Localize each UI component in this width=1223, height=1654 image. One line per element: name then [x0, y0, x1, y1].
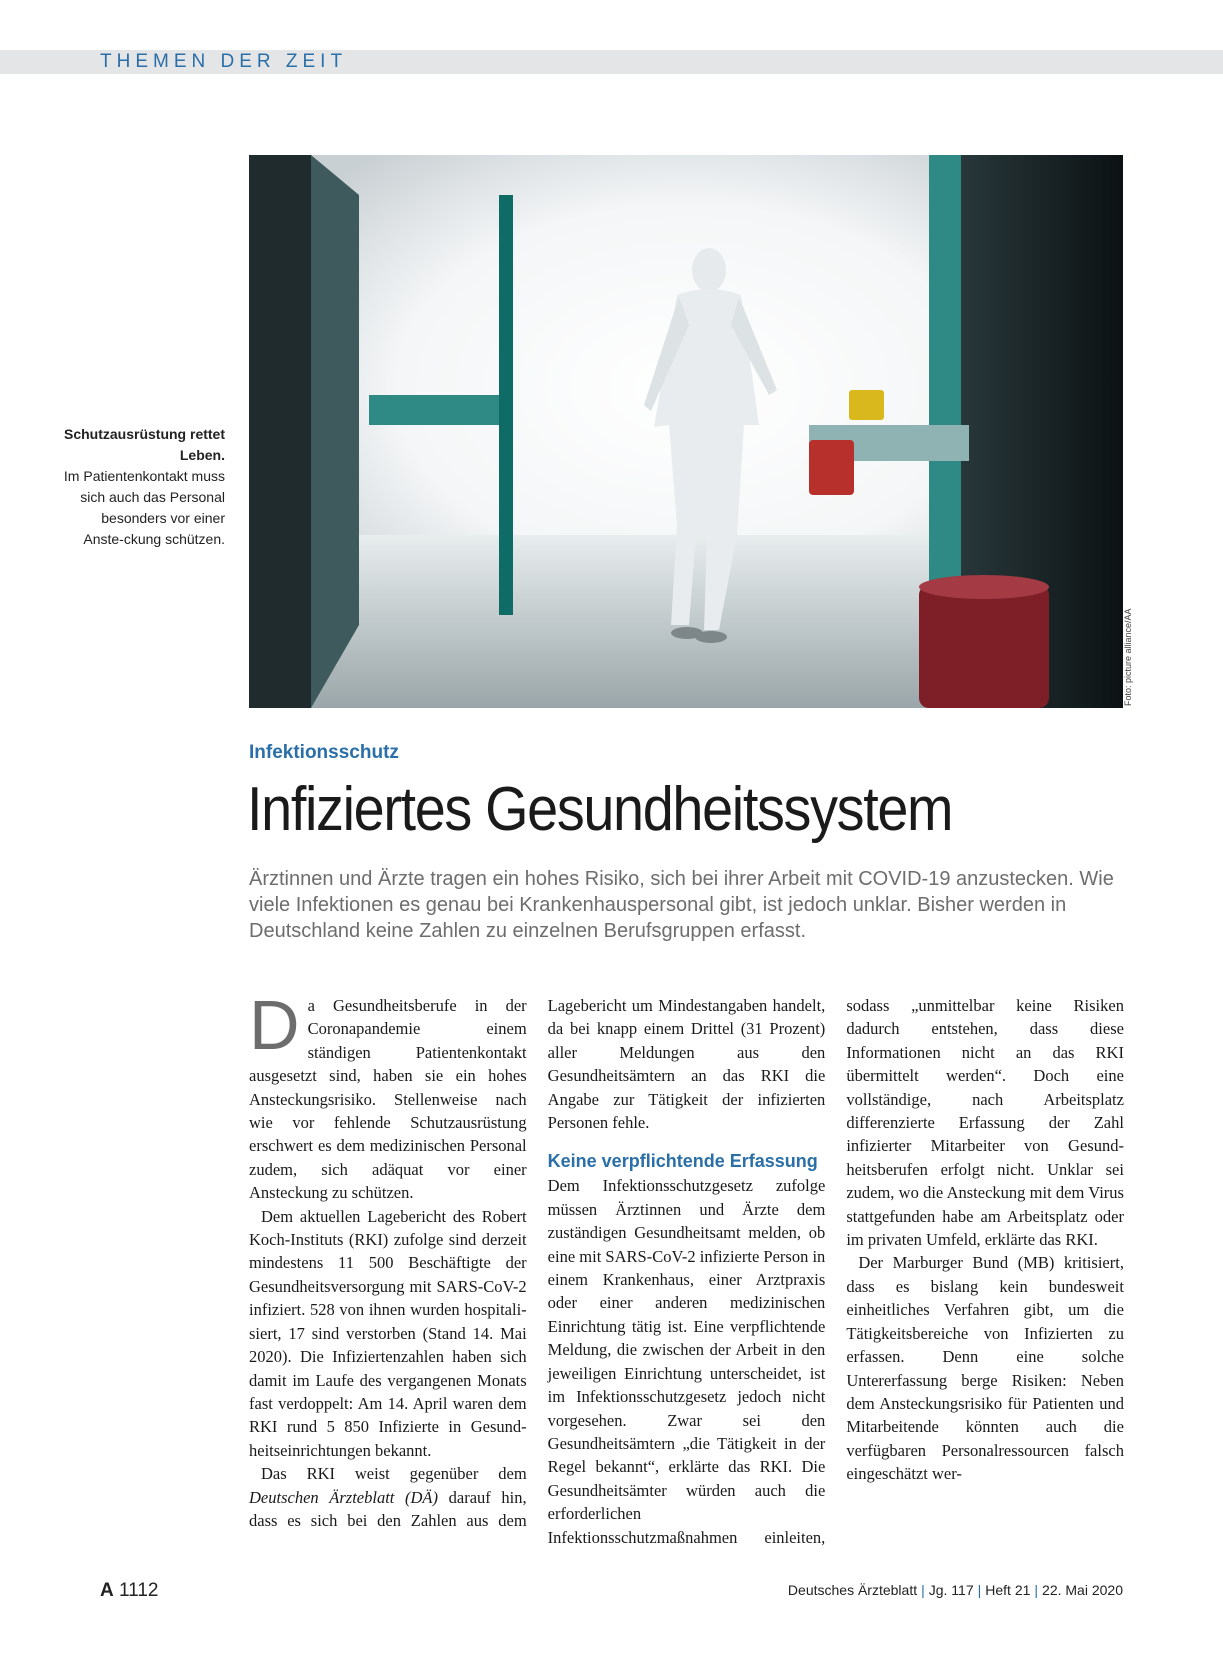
footer-separator: |: [977, 1582, 982, 1598]
body-paragraph-3-start: Das RKI weist gegenüber dem: [261, 1464, 527, 1484]
page-prefix: A: [100, 1580, 114, 1601]
footer-info: [788, 1582, 1123, 1598]
body-paragraph-3-end: darauf hin, dass es sich bei den Zahlen aus dem Lagebericht um Mindestangaben handelt, da bei knapp einem Drittel (31 Prozent) aller Meldungen aus den Gesundheitsämtern an das RKI die Angabe zur Tätigkeit der infizierten Personen fehle.: [249, 996, 826, 1530]
article-body: [249, 986, 1124, 1554]
lead-paragraph: Ärztinnen und Ärzte tragen ein hohes Risiko, sich bei ihrer Arbeit mit COVID-19 anzustecken. Wie viele Infektionen es genau bei Krankenhauspersonal gibt, ist jedoch unklar. Bisher werden in Deutschland keine Zahlen zu einzelnen Berufsgruppen erfasst.: [249, 868, 1114, 942]
body-paragraph-5: Der Marburger Bund (MB) kritisiert, dass es bislang kein bundesweit einheitliches Verfahren gibt, um die Tätigkeitsbereiche von Infizierten zu erfassen. Denn eine solche Untererfassung berge Risiken: Neben dem Ansteckungsrisiko für Patienten und Mitarbeitende könnten auch die verfügbaren Personalressourcen falsch eingeschätzt wer-: [846, 1253, 1124, 1484]
journal-name: Deutsches Ärzteblatt: [787, 1582, 918, 1598]
drop-cap: D: [249, 986, 300, 1064]
photo-credit: Foto: picture alliance/AA: [1123, 608, 1133, 706]
subheading: Keine verpflichtende Erfassung: [547, 1151, 818, 1172]
publication-name: Deutschen Ärzteblatt (DÄ): [249, 1487, 438, 1507]
body-paragraph-2: Dem aktuellen Lagebericht des Robert Koch-Instituts (RKI) zufolge sind derzeit mindestens 11 500 Beschäftigte der Gesundheitsversorgung mit SARS-CoV-2 infiziert. 528 von ihnen wurden hospitalisiert, 17 sind verstorben (Stand 14. Mai 2020). Die Infiziertenzahlen haben sich damit im Laufe des vergangenen Monats fast verdoppelt: Am 14. April waren dem RKI rund 5 850 Infizierte in Gesundheitseinrichtungen bekannt.: [249, 1206, 527, 1460]
headline: Infiziertes Gesundheitssystem: [247, 775, 953, 844]
kicker: Infektionsschutz: [249, 742, 399, 763]
journal-issue: Heft 21: [985, 1582, 1031, 1598]
footer-separator: |: [1034, 1582, 1039, 1598]
body-paragraph-1: [249, 986, 527, 1205]
page-number: [100, 1580, 158, 1602]
caption-text: Im Patientenkontakt muss sich auch das Personal besonders vor einer Anste-ckung schützen.: [63, 468, 225, 547]
body-paragraph-4: Dem Infektionsschutzgesetz zufolge müssen Ärztinnen und Ärzte dem zuständigen Gesundheitsamt melden, ob eine mit SARS-CoV-2 infizierte Person in einem Krankenhaus, einer Arztpraxis oder einer anderen medizinischen Einrichtung tätig ist. Eine verpflichtende Meldung, die zwischen der Arbeit in den jeweiligen Einrichtung unterscheidet, ist im Infektionsschutzgesetz jedoch nicht vorgesehen. Zwar sei den Gesundheitsämtern „die Tätigkeit in der Regel bekannt“, erklärte das RKI. Die Gesundheitsämter würden auch die erforderlichen Infektionsschutzmaßnahmen einleiten, sodass „unmittelbar keine Risiken dadurch entstehen, dass diese Informationen nicht an das RKI übermittelt werden“. Doch eine vollständige, nach Arbeitsplatz differenzierte Erfassung der Zahl infizierter Mitarbeiter von Gesundheitsberufen erfolgt nicht. Unklar sei zudem, wo die Ansteckung mit dem Virus stattgefunden habe am Arbeitsplatz oder im privaten Umfeld, erklärte das RKI.: [547, 996, 1124, 1547]
issue-date: 22. Mai 2020: [1042, 1582, 1123, 1598]
page-number-value: 1112: [119, 1580, 159, 1601]
footer-separator: |: [921, 1582, 925, 1598]
caption-title: Schutzausrüstung rettet Leben.: [63, 426, 225, 463]
section-label: THEMEN DER ZEIT: [100, 51, 348, 72]
body-paragraph-1-text: a Gesundheitsberufe in der Coronapandemie einem ständigen Patientenkontakt ausgesetzt sind, haben sie ein hohes Ansteckungsrisiko. Stellenweise nach wie vor fehlende Schutzausrüstung erschwert es dem medizinischen Personal zudem, sich adäquat vor einer Ansteckung zu schützen.: [249, 996, 527, 1203]
photo-caption: [60, 424, 225, 550]
hero-photo: [249, 155, 1123, 708]
journal-volume: Jg. 117: [928, 1582, 974, 1598]
